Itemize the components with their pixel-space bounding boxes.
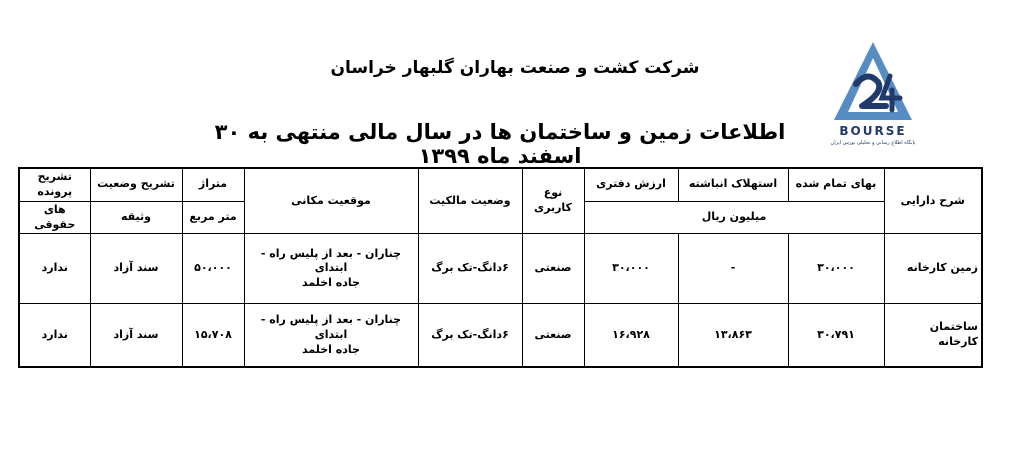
header-collateral-2: وثیقه — [90, 201, 182, 234]
cell-usage: صنعتی — [522, 304, 584, 367]
cell-area: ۵۰،۰۰۰ — [182, 234, 244, 304]
cell-book-value: ۳۰،۰۰۰ — [584, 234, 678, 304]
cell-collateral: سند آزاد — [90, 304, 182, 367]
cell-cost: ۳۰،۰۰۰ — [788, 234, 884, 304]
cell-depreciation: ۱۳،۸۶۳ — [678, 304, 788, 367]
cell-location-line-2: جاده اخلمد — [302, 342, 360, 356]
table-row — [19, 234, 982, 304]
cell-asset: ساختمان کارخانه — [884, 304, 982, 367]
header-cost: بهای تمام شده — [788, 168, 884, 201]
bourse-logo-icon — [828, 40, 918, 124]
cell-location-line-2: جاده اخلمد — [302, 276, 360, 290]
cell-location-line-1: چناران - بعد از پلیس راه - ابتدای — [260, 312, 402, 341]
page-title: اطلاعات زمین و ساختمان ها در سال مالی منتهی به ۳۰ اسفند ماه ۱۳۹۹ — [214, 120, 786, 168]
cell-legal: ندارد — [19, 234, 90, 304]
cell-location — [244, 304, 418, 367]
cell-collateral: سند آزاد — [90, 234, 182, 304]
cell-asset: زمین کارخانه — [884, 234, 982, 304]
header-collateral-1: تشریح وضعیت — [90, 168, 182, 201]
cell-legal: ندارد — [19, 304, 90, 367]
cell-ownership: ۶دانگ-تک برگ — [418, 304, 522, 367]
header-ownership: وضعیت مالکیت — [418, 168, 522, 234]
header-book-value: ارزش دفتری — [584, 168, 678, 201]
cell-book-value: ۱۶،۹۲۸ — [584, 304, 678, 367]
logo-subtitle: پایگاه اطلاع رسانی و تحلیلی بورس ایران — [830, 140, 916, 146]
cell-location-line-1: چناران - بعد از پلیس راه - ابتدای — [260, 246, 402, 275]
header-area: متراژ — [182, 168, 244, 201]
header-legal-2: های حقوقی — [19, 201, 90, 234]
header-usage: نوع کاربری — [522, 168, 584, 234]
header-asset: شرح دارایی — [884, 168, 982, 234]
cell-area: ۱۵،۷۰۸ — [182, 304, 244, 367]
header-area-unit: متر مربع — [182, 201, 244, 234]
table-row — [19, 304, 982, 367]
cell-usage: صنعتی — [522, 234, 584, 304]
header-legal-1: تشریح پرونده — [19, 168, 90, 201]
bourse-logo — [828, 40, 918, 146]
cell-ownership: ۶دانگ-تک برگ — [418, 234, 522, 304]
header-depreciation: استهلاک انباشته — [678, 168, 788, 201]
cell-cost: ۳۰،۷۹۱ — [788, 304, 884, 367]
cell-depreciation: - — [678, 234, 788, 304]
logo-wordmark: BOURSE — [839, 124, 907, 138]
header-unit: میلیون ریال — [584, 201, 884, 234]
cell-location — [244, 234, 418, 304]
header-location: موقعیت مکانی — [244, 168, 418, 234]
company-name: شرکت کشت و صنعت بهاران گلبهار خراسان — [330, 58, 700, 78]
land-buildings-table — [18, 167, 981, 356]
